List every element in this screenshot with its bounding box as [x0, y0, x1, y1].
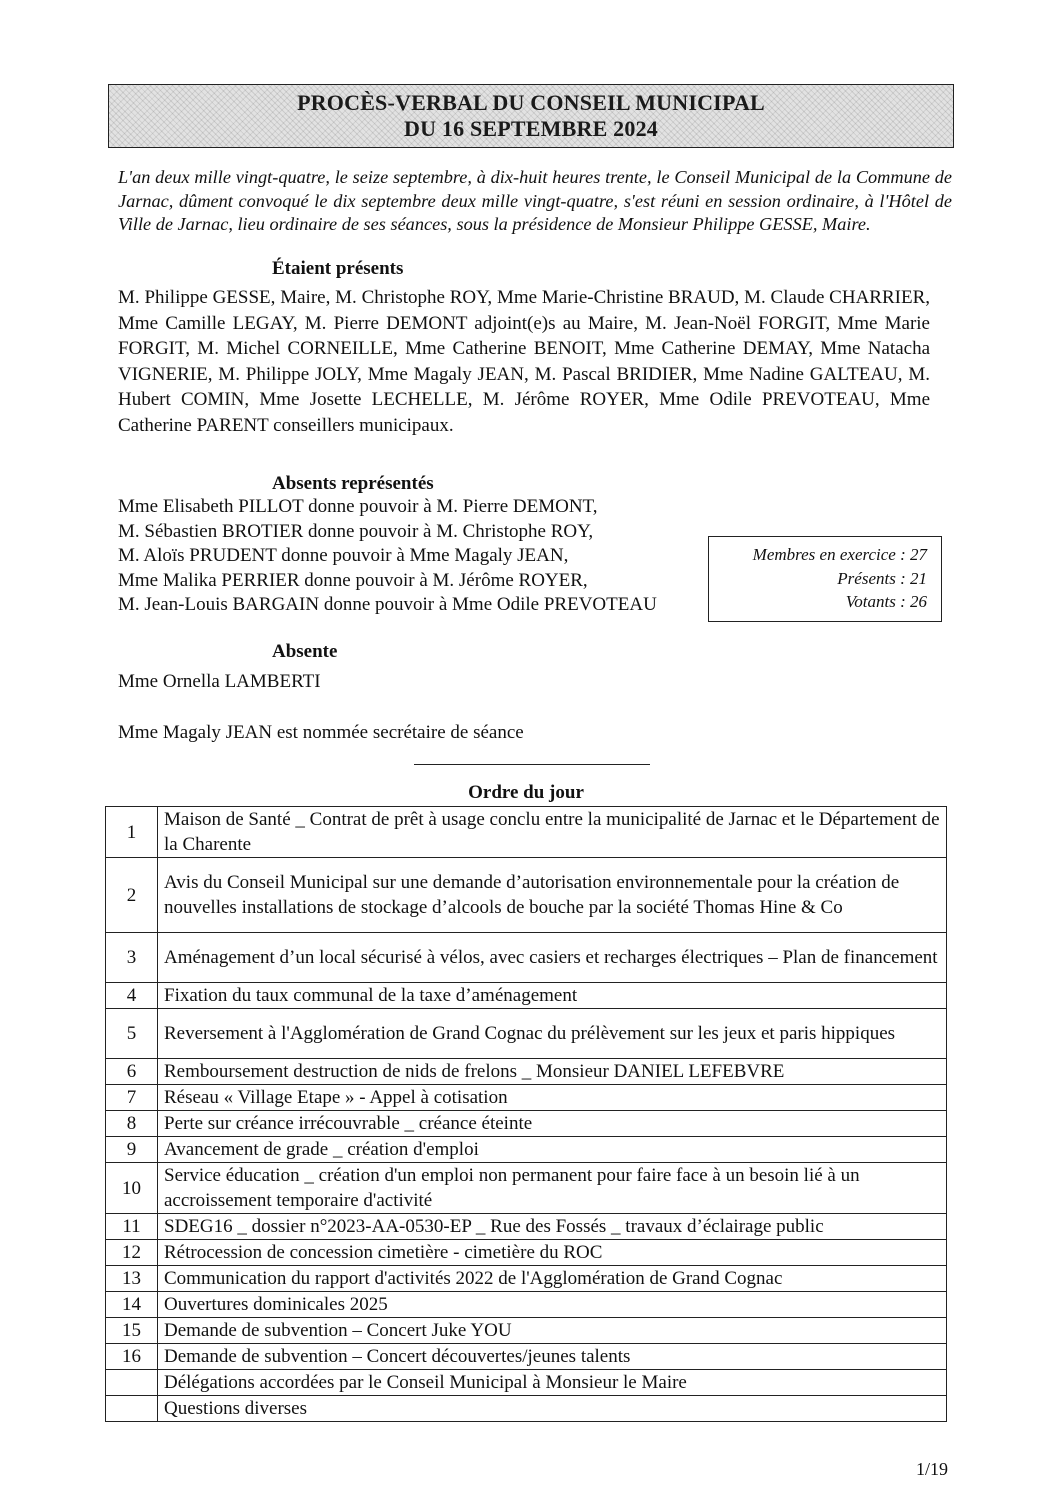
table-row — [106, 807, 947, 858]
attendance-stats-box — [708, 536, 942, 622]
agenda-heading: Ordre du jour — [468, 782, 584, 803]
table-row — [106, 1292, 947, 1318]
table-row — [106, 1370, 947, 1396]
agenda-item-number: 9 — [106, 1137, 158, 1163]
separator-rule — [414, 764, 650, 765]
absent-name: Mme Ornella LAMBERTI — [118, 671, 321, 692]
table-row — [106, 1214, 947, 1240]
table-row — [106, 1240, 947, 1266]
agenda-item-number: 8 — [106, 1111, 158, 1137]
agenda-item-text: Reversement à l'Agglomération de Grand Cognac du prélèvement sur les jeux et paris hippiques — [158, 1009, 947, 1059]
agenda-item-number: 2 — [106, 858, 158, 933]
proxy-line: Mme Malika PERRIER donne pouvoir à M. Jérôme ROYER, — [118, 569, 588, 591]
title-line-1: PROCÈS-VERBAL DU CONSEIL MUNICIPAL — [297, 90, 765, 115]
agenda-item-number: 5 — [106, 1009, 158, 1059]
secretary-line: Mme Magaly JEAN est nommée secrétaire de séance — [118, 722, 524, 743]
agenda-item-number: 15 — [106, 1318, 158, 1344]
agenda-item-number: 1 — [106, 807, 158, 858]
agenda-item-text: Avis du Conseil Municipal sur une demande d’autorisation environnementale pour la création de nouvelles installations de stockage d’alcools de bouche par la société Thomas Hine & Co — [158, 858, 947, 933]
agenda-item-number: 10 — [106, 1163, 158, 1214]
agenda-item-number: 7 — [106, 1085, 158, 1111]
table-row — [106, 1318, 947, 1344]
table-row — [106, 1344, 947, 1370]
page-number: 1/19 — [915, 1459, 948, 1479]
table-row — [106, 1111, 947, 1137]
agenda-item-number — [106, 1370, 158, 1396]
agenda-item-text: Questions diverses — [158, 1396, 947, 1422]
agenda-item-number: 14 — [106, 1292, 158, 1318]
presents-heading: Étaient présents — [272, 258, 404, 279]
title-banner — [108, 84, 954, 148]
table-row — [106, 1266, 947, 1292]
agenda-item-text: SDEG16 _ dossier n°2023-AA-0530-EP _ Rue des Fossés _ travaux d’éclairage public — [158, 1214, 947, 1240]
table-row — [106, 858, 947, 933]
agenda-item-number: 3 — [106, 933, 158, 983]
proxy-line: M. Aloïs PRUDENT donne pouvoir à Mme Magaly JEAN, — [118, 545, 569, 566]
represented-heading: Absents représentés — [272, 473, 434, 494]
agenda-item-text: Avancement de grade _ création d'emploi — [158, 1137, 947, 1163]
agenda-table — [105, 806, 947, 1422]
agenda-item-text: Remboursement destruction de nids de frelons _ Monsieur DANIEL LEFEBVRE — [158, 1059, 947, 1085]
agenda-item-text: Fixation du taux communal de la taxe d’aménagement — [158, 983, 947, 1009]
represented-list — [118, 495, 708, 618]
table-row — [106, 1396, 947, 1422]
title-line-2: DU 16 SEPTEMBRE 2024 — [404, 116, 658, 141]
agenda-item-text: Maison de Santé _ Contrat de prêt à usage conclu entre la municipalité de Jarnac et le Département de la Charente — [158, 807, 947, 858]
agenda-item-text: Ouvertures dominicales 2025 — [158, 1292, 947, 1318]
absent-heading: Absente — [272, 641, 338, 662]
presents-list: M. Philippe GESSE, Maire, M. Christophe ROY, Mme Marie-Christine BRAUD, M. Claude CHARRIER, Mme Camille LEGAY, M. Pierre DEMONT adjoint(e)s au Maire, M. Jean-Noël FORGIT, Mme Marie FORGIT, M. Michel CORNEILLE, Mme Catherine BENOIT, Mme Catherine DEMAY, Mme Natacha VIGNERIE, M. Philippe JOLY, Mme Magaly JEAN, M. Pascal BRIDIER, Mme Nadine GALTEAU, M. Hubert COMIN, Mme Josette LECHELLE, M. Jérôme ROYER, Mme Odile PREVOTEAU, Mme Catherine PARENT conseillers municipaux. — [118, 287, 930, 436]
agenda-item-number: 6 — [106, 1059, 158, 1085]
agenda-item-text: Aménagement d’un local sécurisé à vélos, avec casiers et recharges électriques – Plan de financement — [158, 933, 947, 983]
proxy-line: M. Sébastien BROTIER donne pouvoir à M. Christophe ROY, — [118, 520, 594, 542]
table-row — [106, 933, 947, 983]
table-row — [106, 983, 947, 1009]
agenda-item-number: 4 — [106, 983, 158, 1009]
agenda-item-text: Communication du rapport d'activités 2022 de l'Agglomération de Grand Cognac — [158, 1266, 947, 1292]
members-count: Membres en exercice : 27 — [752, 545, 927, 564]
table-row — [106, 1085, 947, 1111]
proxy-line: M. Jean-Louis BARGAIN donne pouvoir à Mme Odile PREVOTEAU — [118, 594, 657, 615]
agenda-item-number: 12 — [106, 1240, 158, 1266]
agenda-item-number: 11 — [106, 1214, 158, 1240]
table-row — [106, 1163, 947, 1214]
agenda-item-text: Réseau « Village Etape » - Appel à cotisation — [158, 1085, 947, 1111]
voters-count: Votants : 26 — [845, 592, 927, 611]
table-row — [106, 1059, 947, 1085]
agenda-item-text: Service éducation _ création d'un emploi non permanent pour faire face à un besoin lié à un accroissement temporaire d'activité — [158, 1163, 947, 1214]
table-row — [106, 1137, 947, 1163]
table-row — [106, 1009, 947, 1059]
agenda-item-text: Délégations accordées par le Conseil Municipal à Monsieur le Maire — [158, 1370, 947, 1396]
present-count: Présents : 21 — [837, 568, 927, 588]
agenda-item-number — [106, 1396, 158, 1422]
agenda-item-text: Rétrocession de concession cimetière - cimetière du ROC — [158, 1240, 947, 1266]
agenda-item-number: 16 — [106, 1344, 158, 1370]
agenda-item-number: 13 — [106, 1266, 158, 1292]
intro-paragraph: L'an deux mille vingt-quatre, le seize septembre, à dix-huit heures trente, le Conseil Municipal de la Commune de Jarnac, dûment convoqué le dix septembre deux mille vingt-quatre, s'est réuni en session ordinaire, à l'Hôtel de Ville de Jarnac, lieu ordinaire de ses séances, sous la présidence de Monsieur Philippe GESSE, Maire. — [118, 167, 952, 234]
agenda-item-text: Demande de subvention – Concert Juke YOU — [158, 1318, 947, 1344]
agenda-item-text: Demande de subvention – Concert découvertes/jeunes talents — [158, 1344, 947, 1370]
agenda-item-text: Perte sur créance irrécouvrable _ créance éteinte — [158, 1111, 947, 1137]
proxy-line: Mme Elisabeth PILLOT donne pouvoir à M. Pierre DEMONT, — [118, 496, 598, 517]
